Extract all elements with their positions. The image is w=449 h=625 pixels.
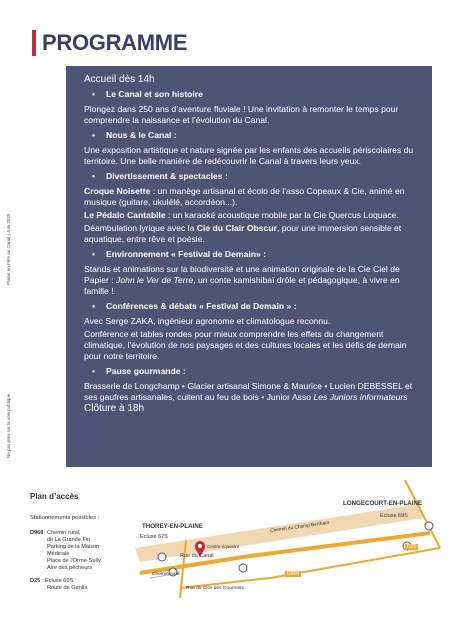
parking-legend-d25: D25 : Ecluse 69S	[30, 578, 74, 584]
parking-icon	[158, 553, 166, 561]
section-title: • Conférences & débats « Festival de Demain » :	[92, 301, 297, 311]
parking-legend-d25-route: Route de Genlis	[47, 585, 88, 591]
section-body: Conférence et tables rondes pour mieux comprendre les effets du changement climatique, l’évolution de nos paysages et des cultures locales et les défis de demain pour notre territoire.	[84, 329, 407, 361]
section-body: Plongez dans 250 ans d’aventure fluviale ! Une invitation à remonter le temps pour comprendre la naissance et l’évolution du Canal.	[84, 104, 399, 125]
section-body: Stands et animations sur la biodiversité et une animation originale de la Cie Ciel de Papier : John le Ver de Terre, un conte kamishibaï drôle et pédagogique, à vivre en famille !	[84, 264, 400, 296]
title-block	[32, 30, 187, 56]
accueil-time: Accueil dès 14h	[84, 74, 155, 85]
ecluse-69-label: Ecluse 69S	[380, 513, 408, 519]
section-body: Brasserie de Longchamp • Glacier artisanal Simone & Maurice • Lucien DEBESSEL et ses gaufres artisanales, cuitent au feu de bois • Junior Asso Les Juniors informateurs	[84, 381, 413, 402]
side-notice-text: Ne pas jeter sur la voie publique	[6, 393, 11, 458]
town-thorey: THOREY-EN-PLAINE	[142, 523, 203, 530]
section-title: • Pause gourmande :	[92, 366, 186, 376]
parking-legend-d968-list: Chemin rural, dit La Grande Fin Parking de la Maison Médicale Place de l’Orme-Sully Aire des pêcheurs	[47, 530, 101, 571]
program-box	[66, 66, 432, 467]
road-d968-label: D968	[287, 571, 299, 577]
section-title: • Le Canal et son histoire	[92, 89, 203, 99]
road-d25-label: D25	[407, 544, 417, 550]
parking-icon	[239, 564, 247, 572]
side-credit-text: Plaine en Fête au Canal | Juin 2025	[6, 213, 11, 285]
title-accent-bar	[32, 30, 36, 56]
section-body: Le Pédalo Cantabile : un karaoké acoustique mobile par la Cie Quercus Loquace.	[84, 210, 399, 220]
chemin-champ-label: Chemin du Champ Berthaut	[269, 520, 330, 535]
section-title: • Divertissement & spectacles :	[92, 171, 228, 181]
parking-icon	[425, 522, 433, 530]
section-body: Déambulation lyrique avec la Cie du Clair Obscur, pour une immersion sensible et aquatique, entre rêve et poésie.	[84, 223, 402, 244]
cloture-time: Clôture à 18h	[84, 403, 145, 414]
section-title: • Nous & le Canal :	[92, 130, 177, 140]
section-body: Croque Noisette : un manège artisanal et écolo de l’asso Copeaux & Cie, animé en musique (guitare, ukulélé, accordéon...).	[84, 186, 405, 207]
section-body: Avec Serge ZAKA, ingénieur agronome et climatologue reconnu.	[84, 316, 331, 326]
parking-legend-d968: D968	[30, 530, 44, 536]
centre-equestre-label: Centre équestre	[207, 544, 240, 549]
ecluse-67-label: Ecluse 67S	[140, 534, 168, 540]
page-title: PROGRAMME	[42, 30, 188, 55]
section-body: Une exposition artistique et nature signée par les enfants des accueils périscolaires du territoire. Une belle manière de redécouvrir le Canal à travers leurs yeux.	[84, 145, 414, 166]
road-d968	[180, 548, 440, 588]
rue-du-canal-label: Rue du Canal	[180, 553, 214, 559]
parking-title: Stationnements possibles :	[30, 515, 100, 521]
town-longecourt: LONGECOURT-EN-PLAINE	[343, 500, 423, 507]
map-title: Plan d’accès	[30, 492, 79, 501]
chemin-rural-label: Chemin rural	[152, 572, 180, 577]
section-title: • Environnement « Festival de Demain» :	[92, 249, 266, 259]
rue-clos-label: Rue du Clos des Gourmets	[186, 586, 244, 591]
